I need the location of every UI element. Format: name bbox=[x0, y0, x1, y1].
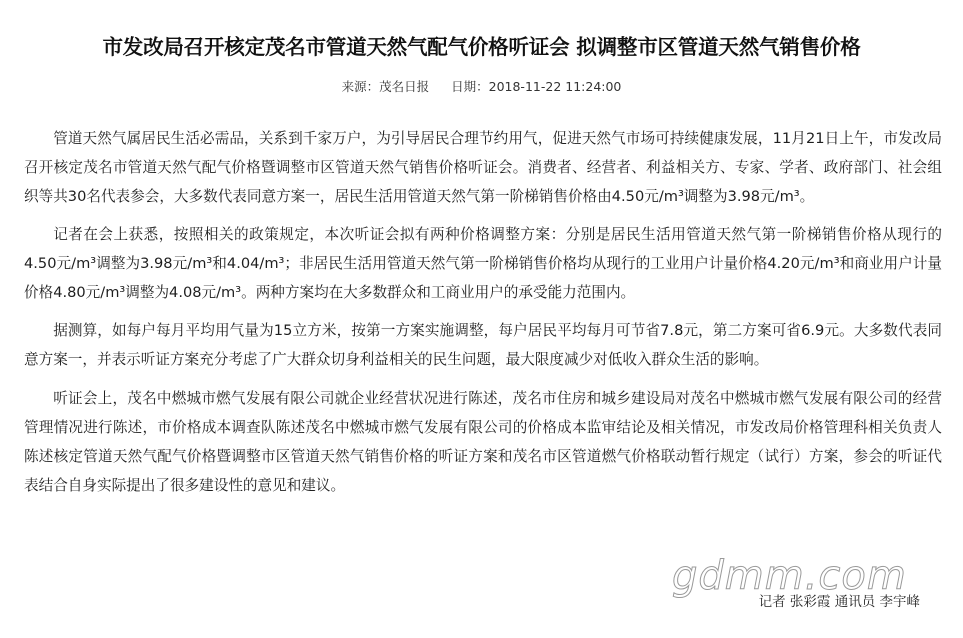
article-paragraph: 记者在会上获悉，按照相关的政策规定，本次听证会拟有两种价格调整方案：分别是居民生活用管道天然气第一阶梯销售价格从现行的4.50元/m³调整为3.98元/m³和4.04/m³；非居民生活用管道天然气第一阶梯销售价格均从现行的工业用户计量价格4.20元/m³和商业用户计量价格4.80元/m³调整为4.08元/m³。两种方案均在大多数群众和工商业用户的承受能力范围内。 bbox=[24, 226, 942, 301]
article-byline: 记者 张彩霞 通讯员 李宇峰 bbox=[758, 594, 920, 610]
article-paragraph: 听证会上，茂名中燃城市燃气发展有限公司就企业经营状况进行陈述，茂名市住房和城乡建设局对茂名中燃城市燃气发展有限公司的经营管理情况进行陈述，市价格成本调查队陈述茂名中燃城市燃气发展有限公司的价格成本监审结论及相关情况，市发改局价格管理科相关负责人陈述核定管道天然气配气价格暨调整市区管道天然气销售价格的听证方案和茂名市区管道燃气价格联动暂行规定（试行）方案，参会的听证代表结合自身实际提出了很多建设性的意见和建议。 bbox=[24, 390, 942, 494]
article-source: 来源：茂名日报 bbox=[341, 79, 430, 94]
article-paragraph: 据测算，如每户每月平均用气量为15立方米，按第一方案实施调整，每户居民平均每月可节省7.8元，第二方案可省6.9元。大多数代表同意方案一，并表示听证方案充分考虑了广大群众切身利益相关的民生问题，最大限度减少对低收入群众生活的影响。 bbox=[24, 322, 942, 368]
article-date: 日期：2018-11-22 11:24:00 bbox=[451, 79, 622, 94]
article-body bbox=[24, 124, 942, 509]
site-watermark: gdmm.com bbox=[672, 553, 907, 599]
article-paragraph: 管道天然气属居民生活必需品，关系到千家万户，为引导居民合理节约用气，促进天然气市场可持续健康发展，11月21日上午，市发改局召开核定茂名市管道天然气配气价格暨调整市区管道天然气销售价格听证会。消费者、经营者、利益相关方、专家、学者、政府部门、社会组织等共30名代表参会，大多数代表同意方案一，居民生活用管道天然气第一阶梯销售价格由4.50元/m³调整为3.98元/m³。 bbox=[24, 130, 942, 205]
article-meta bbox=[0, 77, 963, 95]
article-title: 市发改局召开核定茂名市管道天然气配气价格听证会 拟调整市区管道天然气销售价格 bbox=[102, 34, 861, 59]
